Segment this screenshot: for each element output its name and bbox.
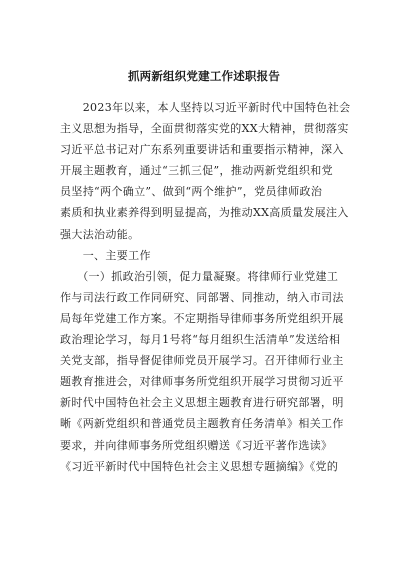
body-line: 要求，并向律师事务所党组织赠送《习近平著作选读》 <box>60 438 333 452</box>
body-line: 2023年以来，本人坚持以习近平新时代中国特色社会 <box>60 101 351 114</box>
body-line: 强大法治动能。 <box>60 227 140 241</box>
body-line: 开展主题教育，通过“三抓三促”，推动两新党组织和党 <box>60 164 333 178</box>
document-title: 抓两新组织党建工作述职报告 <box>127 69 281 83</box>
body-line: 政治理论学习，每月1号将“每月组织生活清单”发送给相 <box>60 333 341 347</box>
body-line: 新时代中国特色社会主义思想主题教育进行研究部署，明 <box>60 396 344 410</box>
body-line: 题教育推进会，对律师事务所党组织开展学习贯彻习近平 <box>60 375 344 389</box>
document-body <box>60 97 352 477</box>
section-heading: 一、主要工作 <box>60 248 151 262</box>
body-line: 素质和执业素养得到明显提高，为推动XX高质量发展注入 <box>60 206 349 220</box>
body-line: 《习近平新时代中国特色社会主义思想专题摘编》《党的 <box>60 459 339 473</box>
body-line: 晰《两新党组织和普通党员主题教育任务清单》相关工作 <box>60 417 344 431</box>
body-line: 员坚持“两个确立”、做到“两个维护”，党员律师政治 <box>60 185 323 199</box>
body-line: 作与司法行政工作同研究、同部署、同推动，纳入市司法 <box>60 290 344 304</box>
body-line: （一）抓政治引领，促力量凝聚。将律师行业党建工 <box>60 269 339 283</box>
body-line: 习近平总书记对广东系列重要讲话和重要指示精神，深入 <box>60 143 344 157</box>
body-line: 主义思想为指导，全面贯彻落实党的XX大精神，贯彻落实 <box>60 122 349 136</box>
body-line: 关党支部，指导督促律师党员开展学习。召开律师行业主 <box>60 354 344 368</box>
body-line: 局每年党建工作方案。不定期指导律师事务所党组织开展 <box>60 311 344 325</box>
